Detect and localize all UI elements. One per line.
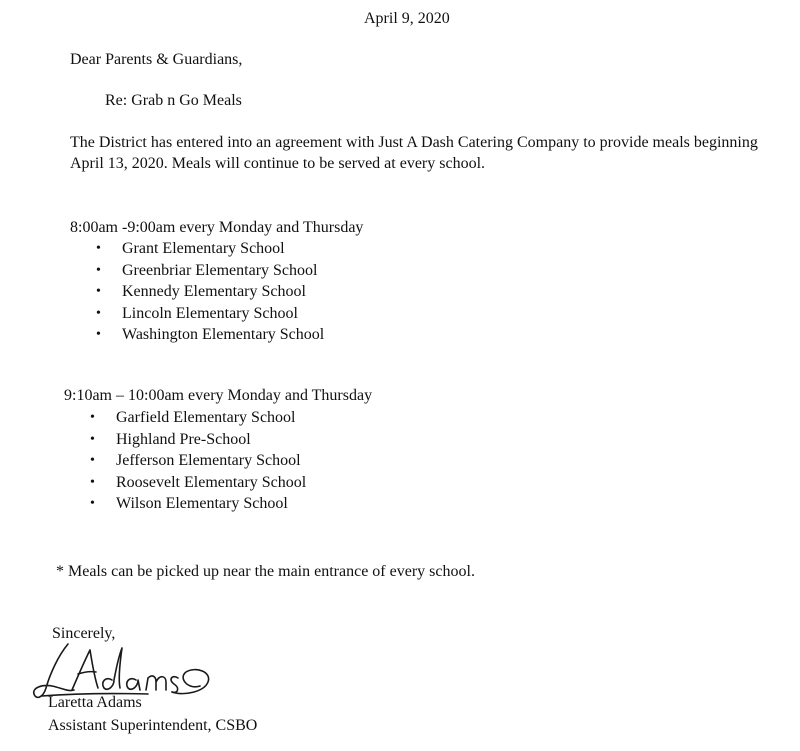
bullet-icon: • (96, 262, 101, 278)
bullet-icon: • (90, 410, 95, 425)
bullet-icon: • (90, 474, 95, 490)
bullet-icon: • (96, 327, 101, 342)
bullet-icon: • (96, 305, 101, 321)
bullet-icon: • (90, 453, 95, 468)
bullet-icon: • (96, 284, 101, 299)
bullet-icon: • (90, 431, 95, 447)
school-name: Greenbriar Elementary School (122, 261, 318, 279)
salutation: Dear Parents & Guardians, (70, 51, 243, 68)
school-name: Washington Elementary School (122, 326, 325, 343)
signer-title: Assistant Superintendent, CSBO (48, 717, 258, 734)
schedule-2-heading: 9:10am – 10:00am every Monday and Thursday (64, 387, 373, 404)
bullet-icon: • (96, 241, 101, 256)
subject-line: Re: Grab n Go Meals (105, 92, 242, 109)
school-name: Highland Pre-School (116, 430, 251, 448)
signer-name: Laretta Adams (48, 694, 142, 711)
school-name: Jefferson Elementary School (116, 452, 301, 469)
pickup-note: * Meals can be picked up near the main entrance of every school. (56, 563, 475, 580)
school-name: Grant Elementary School (122, 240, 285, 257)
bullet-icon: • (90, 496, 95, 511)
closing: Sincerely, (52, 625, 116, 642)
schedule-1-heading: 8:00am -9:00am every Monday and Thursday (70, 219, 364, 236)
school-name: Roosevelt Elementary School (116, 473, 307, 491)
school-name: Wilson Elementary School (116, 495, 288, 512)
school-name: Garfield Elementary School (116, 409, 296, 426)
school-name: Lincoln Elementary School (122, 304, 298, 322)
letter-date: April 9, 2020 (364, 10, 450, 27)
school-name: Kennedy Elementary School (122, 283, 306, 300)
intro-paragraph: The District has entered into an agreement with Just A Dash Catering Company to provide meals beginning April 13, 2020. Meals will continue to be served at every school. (70, 134, 758, 172)
